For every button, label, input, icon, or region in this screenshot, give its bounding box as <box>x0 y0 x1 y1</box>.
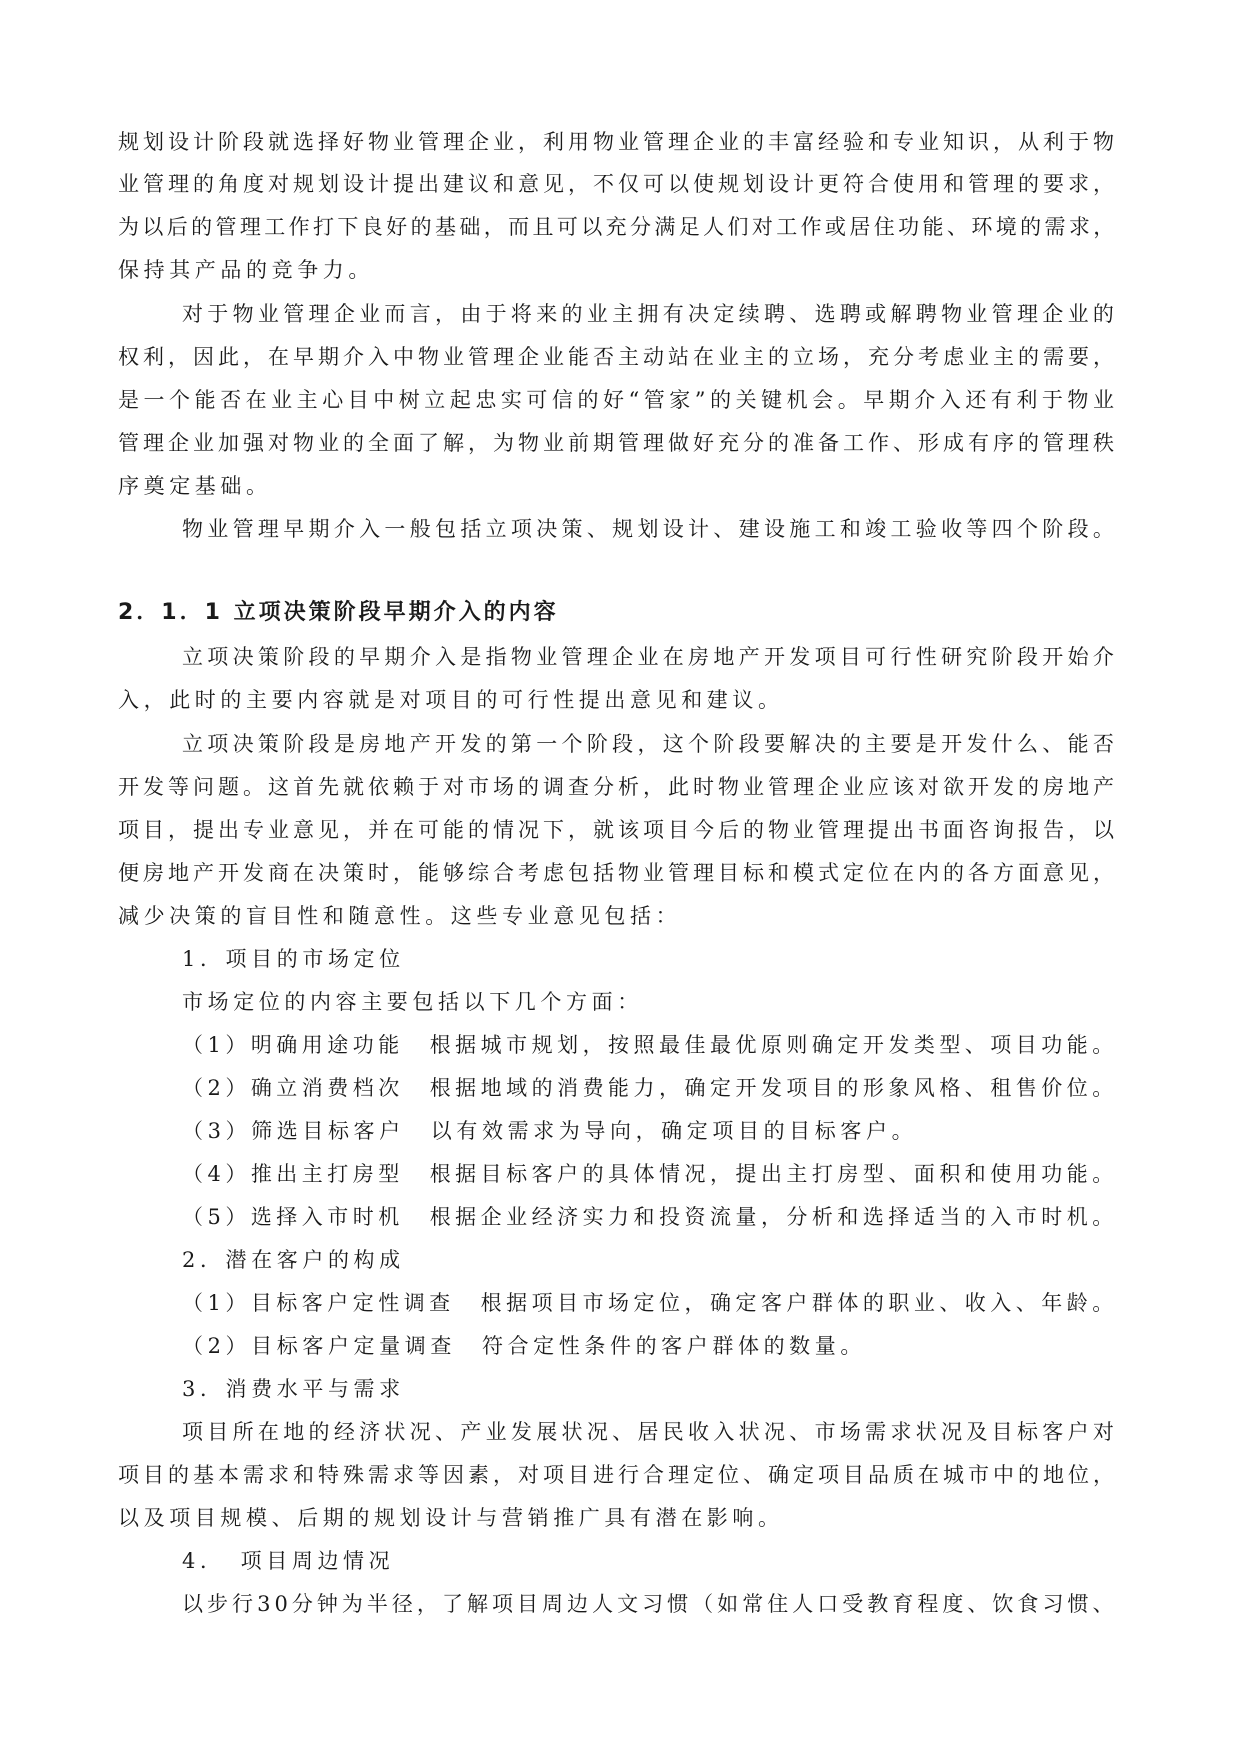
text-line: 减少决策的盲目性和随意性。这些专业意见包括： <box>118 904 682 928</box>
text-line: 业管理的角度对规划设计提出建议和意见，不仅可以使规划设计更符合使用和管理的要求， <box>118 172 1118 196</box>
list-item-text: 根据目标客户的具体情况，提出主打房型、面积和使用功能。 <box>429 1162 1118 1186</box>
text-line: 管理企业加强对物业的全面了解，为物业前期管理做好充分的准备工作、形成有序的管理秩 <box>118 431 1118 455</box>
list-item <box>182 1031 1118 1059</box>
list-item <box>182 1160 1118 1188</box>
list-item-text: 符合定性条件的客户群体的数量。 <box>481 1334 866 1358</box>
subsection-title: 3．消费水平与需求 <box>182 1377 405 1401</box>
text-line: 项目所在地的经济状况、产业发展状况、居民收入状况、市场需求状况及目标客户对 <box>182 1420 1119 1444</box>
list-item-label: （1）目标客户定性调查 <box>182 1291 455 1315</box>
text-line: 为以后的管理工作打下良好的基础，而且可以充分满足人们对工作或居住功能、环境的需求， <box>118 215 1118 239</box>
list-item-label: （2）目标客户定量调查 <box>182 1334 456 1358</box>
list-item <box>182 1117 917 1145</box>
list-item <box>182 1289 1118 1317</box>
list-item-label: （5）选择入市时机 <box>182 1205 404 1229</box>
text-line: 以步行30分钟为半径，了解项目周边人文习惯（如常住人口受教育程度、饮食习惯、 <box>182 1592 1118 1616</box>
list-item-label: （4）推出主打房型 <box>182 1162 404 1186</box>
text-line: 对于物业管理企业而言，由于将来的业主拥有决定续聘、选聘或解聘物业管理企业的 <box>182 302 1119 326</box>
list-item <box>182 1332 866 1360</box>
list-item-text: 根据地域的消费能力，确定开发项目的形象风格、租售价位。 <box>429 1076 1118 1100</box>
text-line: 以及项目规模、后期的规划设计与营销推广具有潜在影响。 <box>118 1506 784 1530</box>
text-line: 是一个能否在业主心目中树立起忠实可信的好“管家”的关键机会。早期介入还有利于物业 <box>118 388 1119 412</box>
text-line: 序奠定基础。 <box>118 474 272 498</box>
list-item-text: 根据城市规划，按照最佳最优原则确定开发类型、项目功能。 <box>429 1033 1118 1057</box>
list-item-label: （3）筛选目标客户 <box>182 1119 405 1143</box>
text-line: 权利，因此，在早期介入中物业管理企业能否主动站在业主的立场，充分考虑业主的需要， <box>118 345 1118 369</box>
list-item-label: （2）确立消费档次 <box>182 1076 404 1100</box>
subsection-title: 4． 项目周边情况 <box>182 1549 395 1573</box>
text-line: 开发等问题。这首先就依赖于对市场的调查分析，此时物业管理企业应该对欲开发的房地产 <box>118 775 1118 799</box>
text-line: 市场定位的内容主要包括以下几个方面： <box>182 990 643 1014</box>
text-line: 物业管理早期介入一般包括立项决策、规划设计、建设施工和竣工验收等四个阶段。 <box>182 517 1119 541</box>
list-item-label: （1）明确用途功能 <box>182 1033 404 1057</box>
list-item <box>182 1203 1118 1231</box>
text-line: 项目的基本需求和特殊需求等因素，对项目进行合理定位、确定项目品质在城市中的地位， <box>118 1463 1118 1487</box>
section-heading: 2．1．1 立项决策阶段早期介入的内容 <box>118 600 559 625</box>
list-item <box>182 1074 1118 1102</box>
text-line: 立项决策阶段是房地产开发的第一个阶段，这个阶段要解决的主要是开发什么、能否 <box>182 732 1119 756</box>
text-line: 规划设计阶段就选择好物业管理企业，利用物业管理企业的丰富经验和专业知识，从利于物 <box>118 130 1118 154</box>
subsection-title: 1．项目的市场定位 <box>182 947 405 971</box>
text-line: 立项决策阶段的早期介入是指物业管理企业在房地产开发项目可行性研究阶段开始介 <box>182 645 1119 669</box>
text-line: 项目，提出专业意见，并在可能的情况下，就该项目今后的物业管理提出书面咨询报告，以 <box>118 818 1118 842</box>
text-line: 保持其产品的竞争力。 <box>118 258 374 282</box>
list-item-text: 根据企业经济实力和投资流量，分析和选择适当的入市时机。 <box>429 1205 1118 1229</box>
list-item-text: 以有效需求为导向，确定项目的目标客户。 <box>430 1119 918 1143</box>
list-item-text: 根据项目市场定位，确定客户群体的职业、收入、年龄。 <box>480 1291 1118 1315</box>
text-line: 便房地产开发商在决策时，能够综合考虑包括物业管理目标和模式定位在内的各方面意见， <box>118 861 1118 885</box>
text-line: 入，此时的主要内容就是对项目的可行性提出意见和建议。 <box>118 688 784 712</box>
subsection-title: 2．潜在客户的构成 <box>182 1248 405 1272</box>
